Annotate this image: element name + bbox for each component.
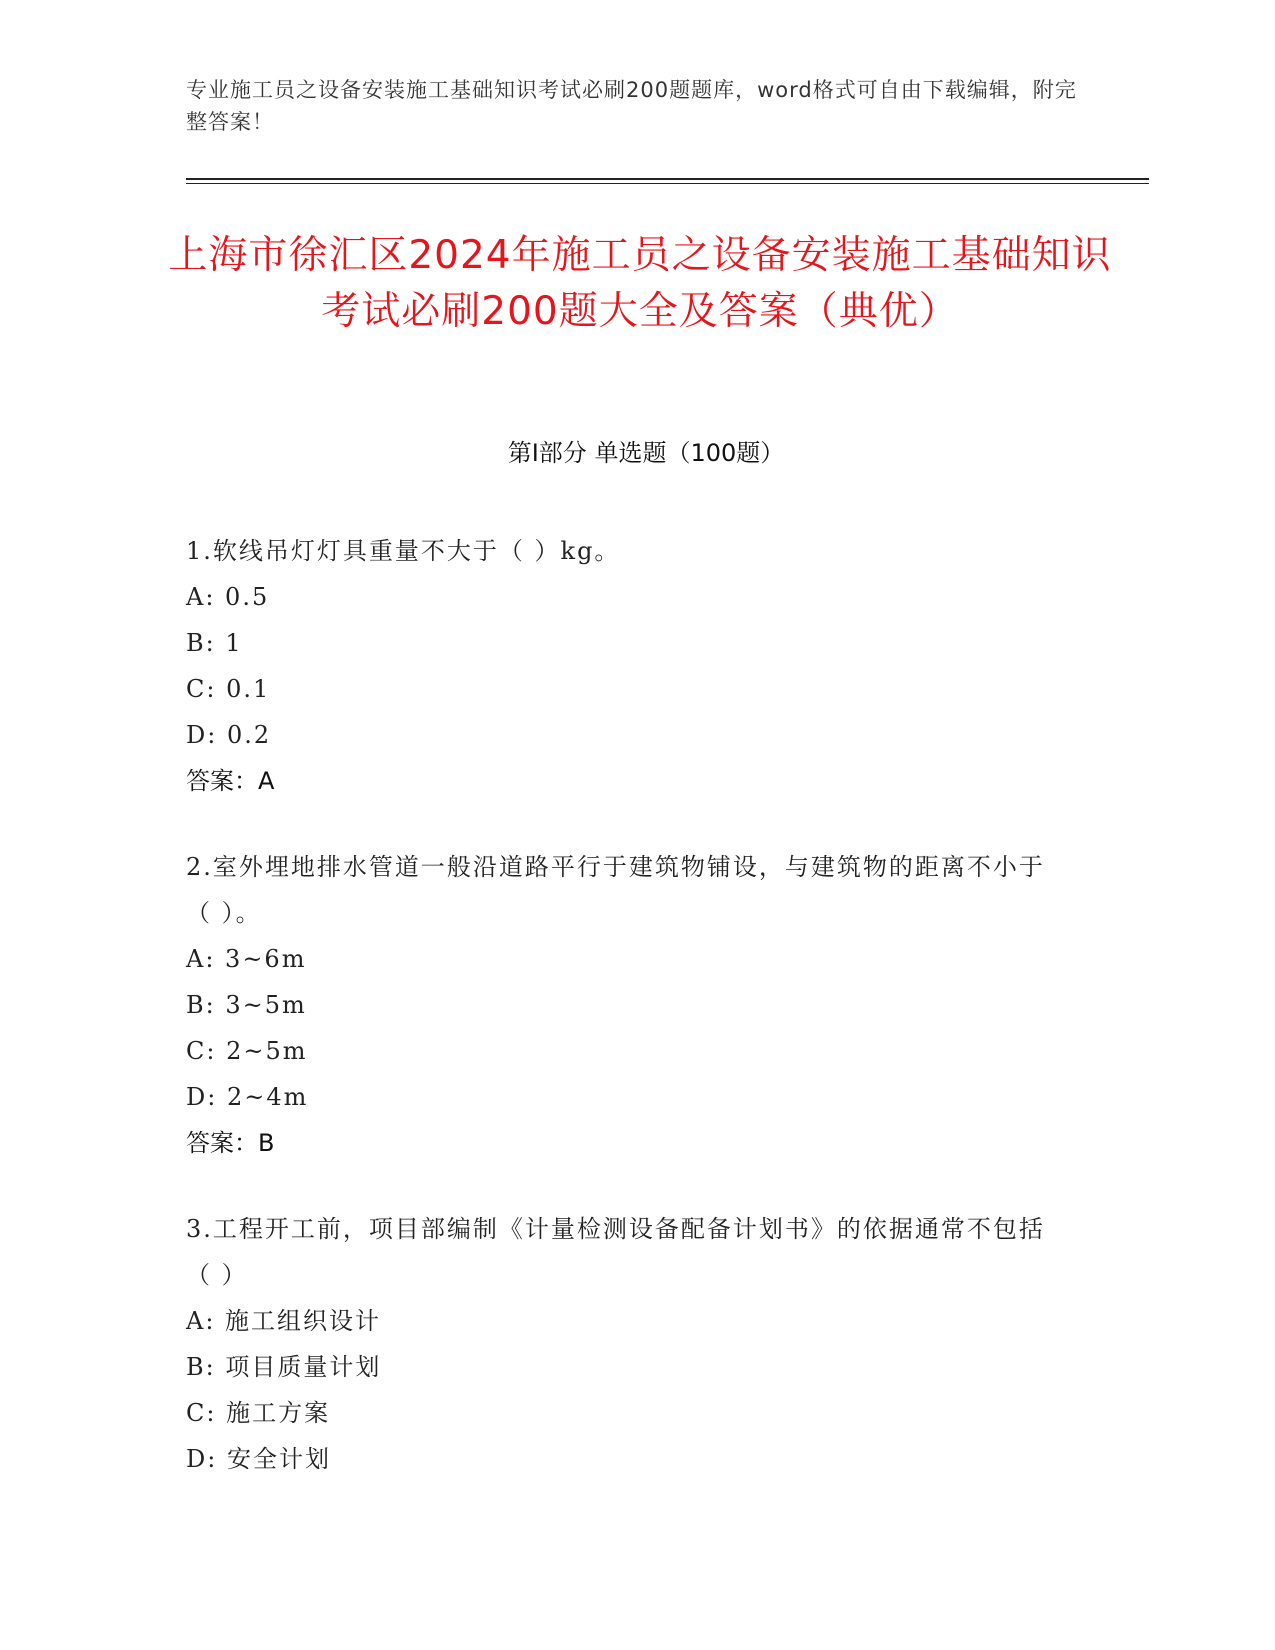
question-stem: 3.工程开工前，项目部编制《计量检测设备配备计划书》的依据通常不包括（ ） bbox=[186, 1215, 1045, 1289]
question-stem: 1.软线吊灯灯具重量不大于（ ）kg。 bbox=[186, 537, 621, 565]
option-b: B: 3~5m bbox=[186, 991, 307, 1019]
option-d: D: 0.2 bbox=[186, 721, 272, 749]
option-d: D: 安全计划 bbox=[186, 1445, 331, 1473]
section-title: 第I部分 单选题（100题） bbox=[507, 439, 785, 467]
header-divider-thick bbox=[186, 178, 1149, 180]
answer: 答案：B bbox=[186, 1129, 275, 1157]
question-stem: 2.室外埋地排水管道一般沿道路平行于建筑物铺设，与建筑物的距离不小于（ ）。 bbox=[186, 853, 1045, 927]
option-c: C: 0.1 bbox=[186, 675, 271, 703]
option-d: D: 2~4m bbox=[186, 1083, 309, 1111]
option-a: A: 3~6m bbox=[186, 945, 307, 973]
question-2 bbox=[186, 844, 1066, 1166]
question-1 bbox=[186, 528, 1066, 804]
option-b: B: 1 bbox=[186, 629, 243, 657]
option-a: A: 0.5 bbox=[186, 583, 270, 611]
question-list bbox=[186, 528, 1066, 1522]
option-c: C: 2~5m bbox=[186, 1037, 308, 1065]
option-b: B: 项目质量计划 bbox=[186, 1353, 382, 1381]
header-divider-thin bbox=[186, 183, 1149, 184]
option-a: A: 施工组织设计 bbox=[186, 1307, 382, 1335]
question-3 bbox=[186, 1206, 1066, 1482]
header-note: 专业施工员之设备安装施工基础知识考试必刷200题题库，word格式可自由下载编辑，附完整答案！ bbox=[186, 78, 1077, 134]
option-c: C: 施工方案 bbox=[186, 1399, 331, 1427]
document-title: 上海市徐汇区2024年施工员之设备安装施工基础知识考试必刷200题大全及答案（典优） bbox=[168, 233, 1112, 334]
answer: 答案：A bbox=[186, 767, 275, 795]
